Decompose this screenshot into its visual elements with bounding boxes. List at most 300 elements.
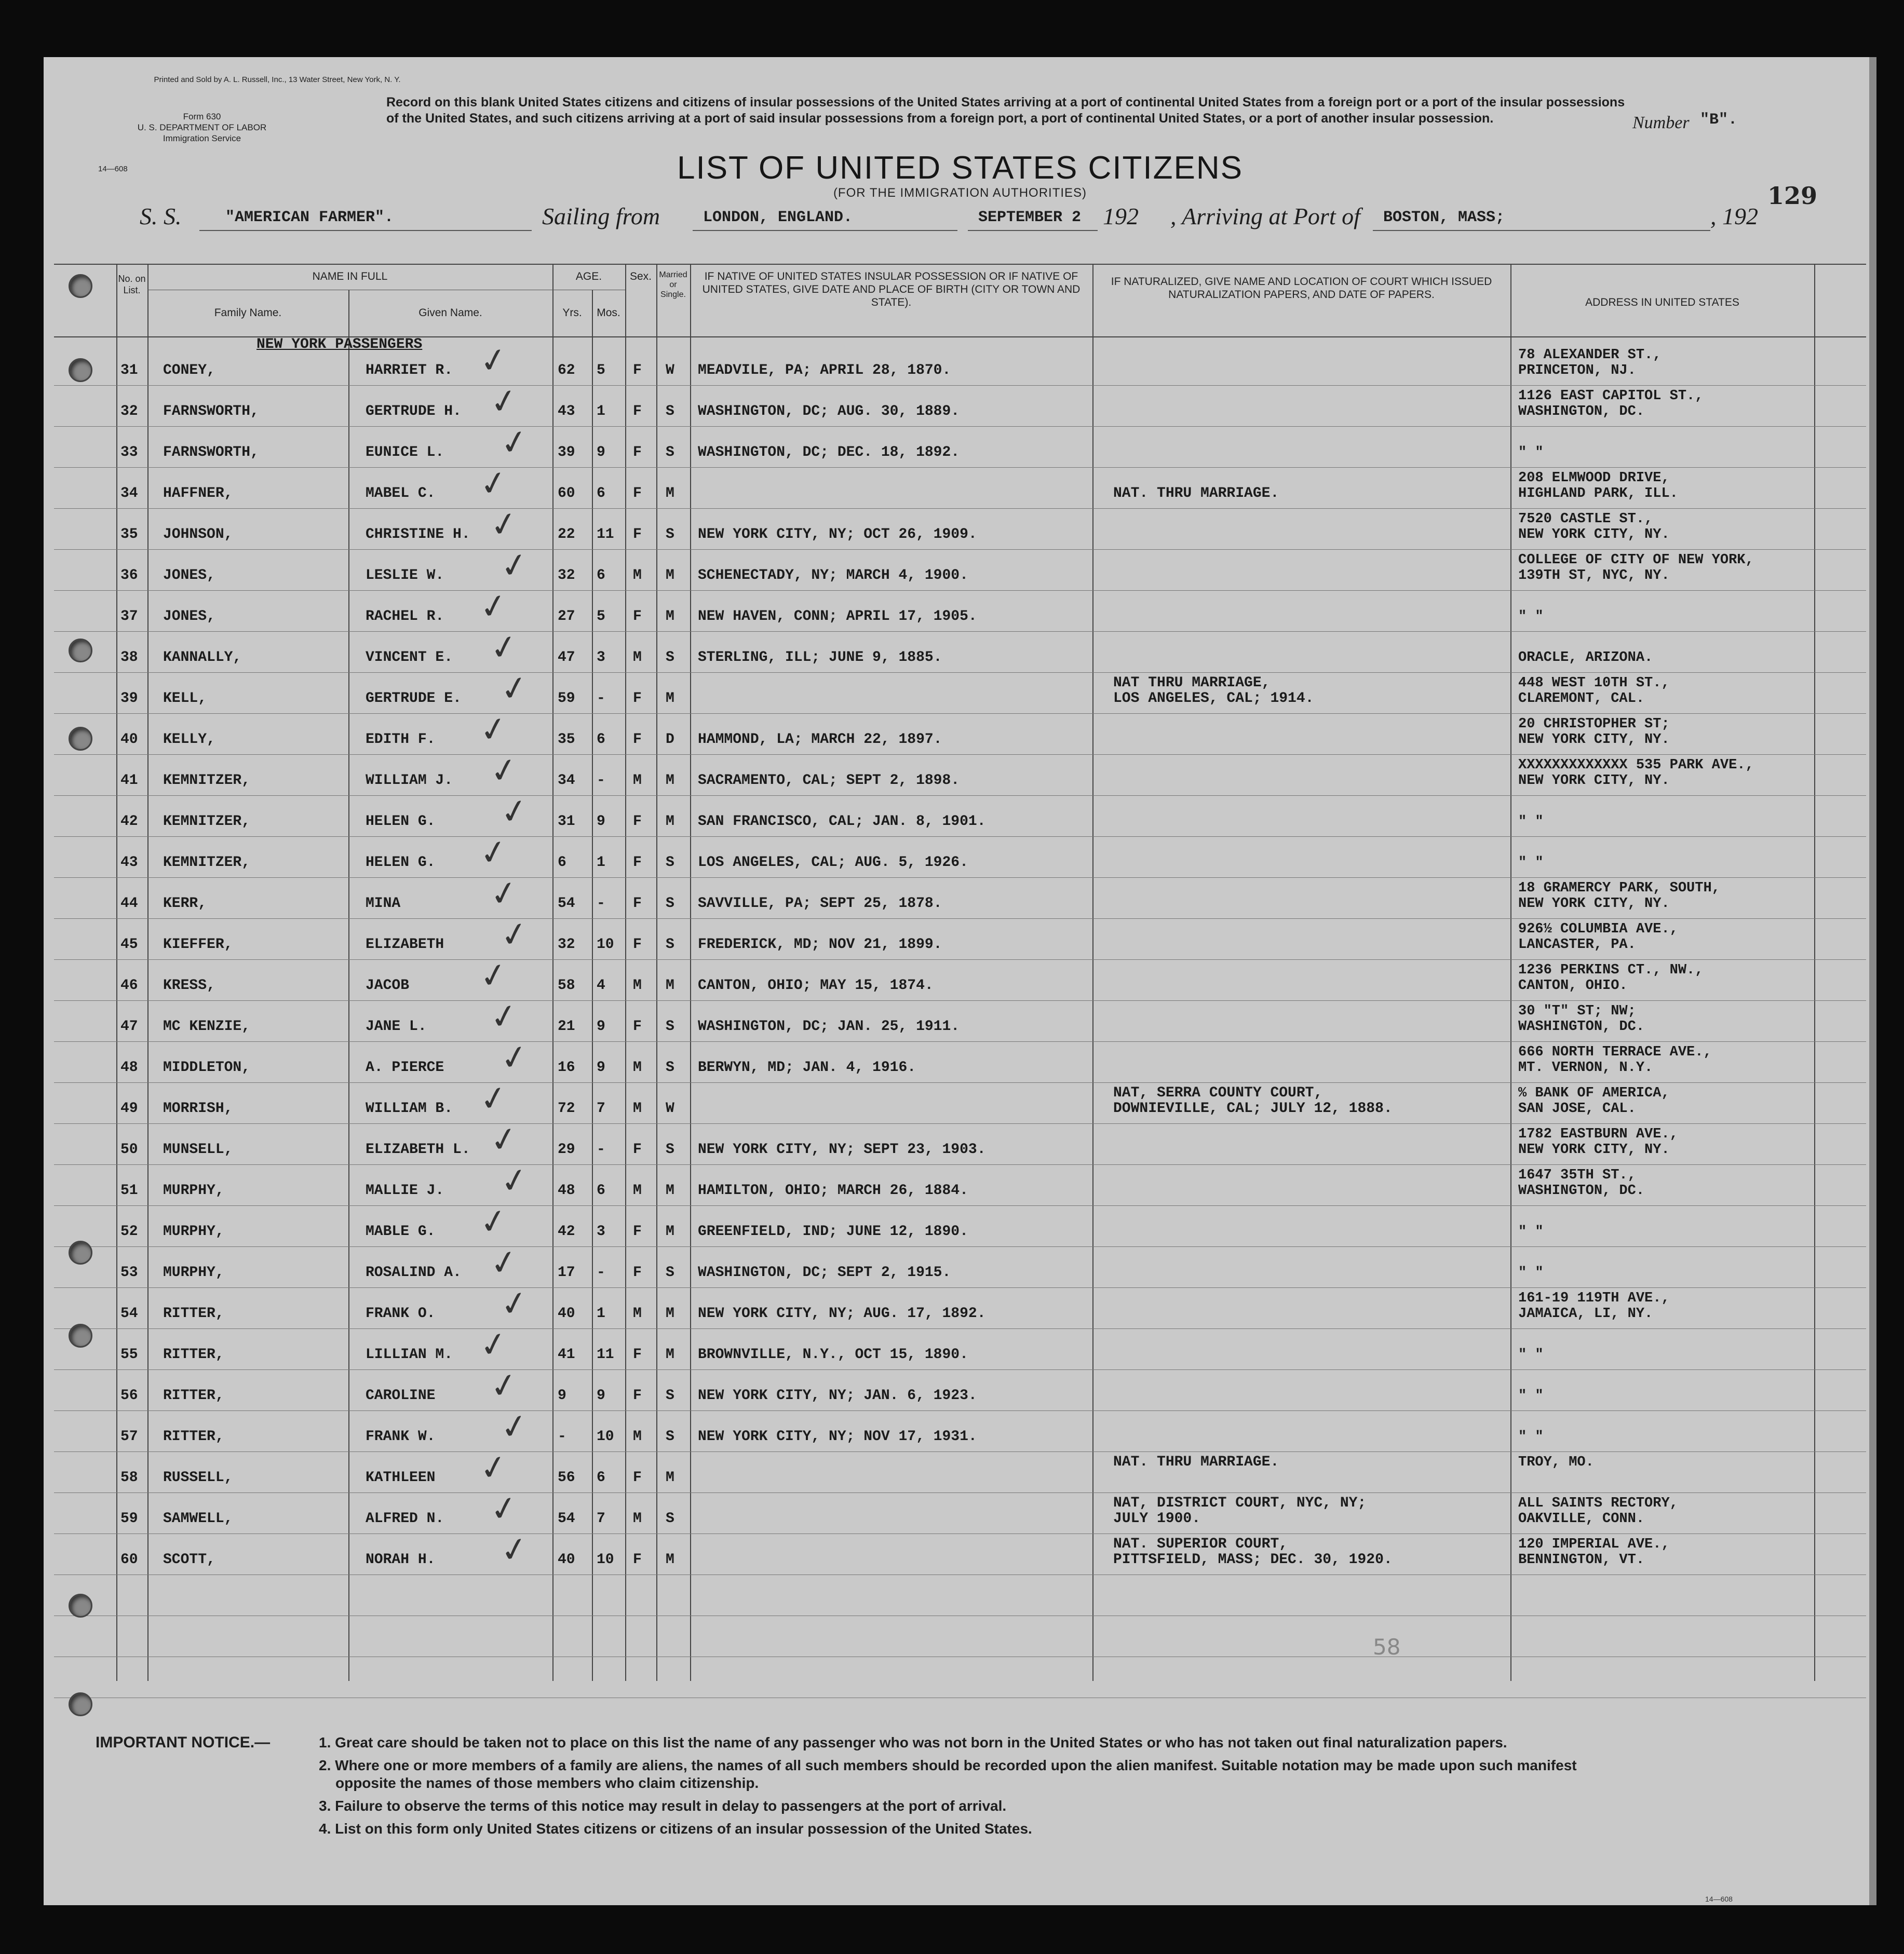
ship-line: [199, 230, 532, 231]
address-line: 20 CHRISTOPHER ST;: [1518, 716, 1670, 732]
given-name: ALFRED N.: [366, 1511, 444, 1527]
age-years: 32: [558, 567, 575, 584]
number-value: "B".: [1700, 111, 1738, 129]
check-mark: ✓: [497, 1282, 532, 1326]
family-name: MURPHY,: [163, 1183, 224, 1199]
printer-line: Printed and Sold by A. L. Russell, Inc., 13 Water Street, New York, N. Y.: [154, 75, 401, 84]
row-rule: [54, 1369, 1866, 1370]
year-2: , 192: [1710, 203, 1758, 229]
check-mark: ✓: [497, 421, 532, 465]
marital-status: S: [666, 444, 674, 460]
marital-status: M: [666, 1470, 674, 1486]
age-years: -: [558, 1429, 566, 1445]
marital-status: S: [666, 854, 674, 871]
col-header-age: AGE.: [575, 270, 602, 282]
marital-status: W: [666, 362, 674, 378]
age-years: 16: [558, 1060, 575, 1076]
check-mark: ✓: [476, 1323, 511, 1367]
sex: F: [633, 813, 642, 830]
age-months: 10: [597, 1429, 614, 1445]
family-name: KELL,: [163, 690, 207, 707]
marital-status: S: [666, 649, 674, 666]
birth-place-date: WASHINGTON, DC; AUG. 30, 1889.: [698, 403, 960, 419]
check-mark: ✓: [487, 1241, 521, 1285]
row-rule: [54, 795, 1866, 796]
age-years: 27: [558, 608, 575, 625]
birth-place-date: SAVVILLE, PA; SEPT 25, 1878.: [698, 895, 942, 912]
row-number: 41: [120, 772, 138, 789]
marital-status: W: [666, 1101, 674, 1117]
naturalization-line: NAT THRU MARRIAGE,: [1113, 675, 1271, 691]
sex: M: [633, 1429, 642, 1445]
row-rule: [54, 426, 1866, 427]
address-line: WASHINGTON, DC.: [1518, 1019, 1645, 1035]
family-name: FARNSWORTH,: [163, 403, 259, 419]
col-header-yrs: Yrs.: [562, 307, 582, 319]
col-divider: [592, 290, 593, 1681]
page-title: LIST OF UNITED STATES CITIZENS: [677, 150, 1243, 186]
birth-place-date: NEW YORK CITY, NY; AUG. 17, 1892.: [698, 1306, 986, 1322]
given-name: MABEL C.: [366, 485, 436, 501]
family-name: KEMNITZER,: [163, 813, 251, 830]
check-mark: ✓: [497, 667, 532, 711]
ship-name: "AMERICAN FARMER".: [225, 209, 394, 226]
birth-place-date: NEW HAVEN, CONN; APRIL 17, 1905.: [698, 608, 977, 625]
age-months: 6: [597, 567, 605, 584]
check-mark: ✓: [497, 913, 532, 957]
family-name: SCOTT,: [163, 1552, 215, 1568]
ss-label: S. S.: [140, 203, 182, 229]
family-name: FARNSWORTH,: [163, 444, 259, 460]
sex: M: [633, 772, 642, 789]
sex: M: [633, 1306, 642, 1322]
address-line: " ": [1518, 1265, 1544, 1281]
birth-place-date: CANTON, OHIO; MAY 15, 1874.: [698, 978, 934, 994]
given-name: GERTRUDE H.: [366, 403, 462, 419]
notice-item: opposite the names of those members who claim citizenship.: [335, 1775, 759, 1791]
naturalization-line: LOS ANGELES, CAL; 1914.: [1113, 690, 1314, 707]
row-number: 37: [120, 608, 138, 625]
age-months: 11: [597, 1347, 614, 1363]
birth-place-date: SCHENECTADY, NY; MARCH 4, 1900.: [698, 567, 968, 584]
address-line: 18 GRAMERCY PARK, SOUTH,: [1518, 880, 1720, 896]
col-divider: [1510, 264, 1511, 1681]
sailing-label: Sailing from: [542, 203, 660, 229]
family-name: MUNSELL,: [163, 1142, 233, 1158]
given-name: JANE L.: [366, 1019, 427, 1035]
age-months: 1: [597, 1306, 605, 1322]
family-name: KRESS,: [163, 978, 215, 994]
marital-status: S: [666, 1388, 674, 1404]
age-months: 7: [597, 1511, 605, 1527]
given-name: ELIZABETH L.: [366, 1142, 470, 1158]
col-divider: [116, 264, 117, 1681]
address-line: " ": [1518, 1429, 1544, 1445]
given-name: ELIZABETH: [366, 937, 444, 953]
given-name: NORAH H.: [366, 1552, 436, 1568]
sex: M: [633, 1511, 642, 1527]
age-years: 41: [558, 1347, 575, 1363]
row-rule: [54, 959, 1866, 960]
check-mark: ✓: [476, 954, 511, 998]
row-number: 34: [120, 485, 138, 501]
age-months: 9: [597, 444, 605, 460]
birth-place-date: BROWNVILLE, N.Y., OCT 15, 1890.: [698, 1347, 968, 1363]
naturalization-line: NAT. SUPERIOR COURT,: [1113, 1536, 1288, 1552]
sex: F: [633, 403, 642, 419]
naturalization-line: NAT. THRU MARRIAGE.: [1113, 485, 1279, 501]
family-name: RITTER,: [163, 1388, 224, 1404]
col-divider: [690, 264, 691, 1681]
birth-place-date: GREENFIELD, IND; JUNE 12, 1890.: [698, 1224, 968, 1240]
age-months: 1: [597, 403, 605, 419]
row-number: 60: [120, 1552, 138, 1568]
address-line: " ": [1518, 445, 1544, 460]
row-number: 52: [120, 1224, 138, 1240]
given-name: WILLIAM B.: [366, 1101, 453, 1117]
sex: F: [633, 1142, 642, 1158]
family-name: MURPHY,: [163, 1265, 224, 1281]
col-header-sex: Sex.: [629, 270, 652, 282]
row-rule: [54, 385, 1866, 386]
birth-place-date: HAMMOND, LA; MARCH 22, 1897.: [698, 731, 942, 748]
check-mark: ✓: [497, 1528, 532, 1572]
address-line: 139TH ST, NYC, NY.: [1518, 568, 1670, 584]
given-name: VINCENT E.: [366, 649, 453, 666]
address-line: OAKVILLE, CONN.: [1518, 1511, 1645, 1527]
age-years: 17: [558, 1265, 575, 1281]
row-number: 33: [120, 444, 138, 460]
row-rule: [54, 1123, 1866, 1124]
row-number: 45: [120, 937, 138, 953]
naturalization-line: PITTSFIELD, MASS; DEC. 30, 1920.: [1113, 1552, 1393, 1568]
check-mark: ✓: [476, 1077, 511, 1121]
marital-status: M: [666, 1183, 674, 1199]
naturalization-line: NAT, DISTRICT COURT, NYC, NY;: [1113, 1495, 1367, 1511]
arriving-port: BOSTON, MASS;: [1383, 209, 1505, 226]
check-mark: ✓: [487, 626, 521, 670]
age-years: 22: [558, 526, 575, 542]
family-name: MORRISH,: [163, 1101, 233, 1117]
sex: F: [633, 731, 642, 748]
age-years: 47: [558, 649, 575, 666]
address-line: 1647 35TH ST.,: [1518, 1168, 1636, 1183]
row-number: 32: [120, 403, 138, 419]
address-line: PRINCETON, NJ.: [1518, 363, 1636, 378]
row-number: 49: [120, 1101, 138, 1117]
passenger-table: [54, 264, 1866, 1681]
family-name: KIEFFER,: [163, 937, 233, 953]
row-rule: [54, 590, 1866, 591]
row-rule: [54, 1205, 1866, 1206]
check-mark: ✓: [487, 1487, 521, 1531]
row-rule: [54, 754, 1866, 755]
birth-place-date: SACRAMENTO, CAL; SEPT 2, 1898.: [698, 772, 960, 789]
age-years: 72: [558, 1101, 575, 1117]
check-mark: ✓: [487, 995, 521, 1039]
arriving-label: , Arriving at Port of: [1170, 203, 1360, 229]
age-months: 7: [597, 1101, 605, 1117]
age-months: 9: [597, 1060, 605, 1076]
marital-status: S: [666, 1060, 674, 1076]
address-line: 78 ALEXANDER ST.,: [1518, 347, 1662, 363]
row-rule: [54, 1164, 1866, 1165]
address-line: NEW YORK CITY, NY.: [1518, 732, 1670, 748]
age-months: -: [597, 772, 605, 789]
binder-hole: [69, 1324, 92, 1348]
col-header-birth: IF NATIVE OF UNITED STATES INSULAR POSSESSION OR IF NATIVE OF UNITED STATES, GIVE DATE AND PLACE OF BIRTH (CITY OR TOWN AND STATE).: [702, 270, 1081, 308]
sex: M: [633, 567, 642, 584]
row-number: 51: [120, 1183, 138, 1199]
check-mark: ✓: [487, 1364, 521, 1408]
address-line: NEW YORK CITY, NY.: [1518, 773, 1670, 789]
pencil-note: 58: [1373, 1634, 1401, 1660]
age-years: 54: [558, 1511, 575, 1527]
age-months: 6: [597, 1470, 605, 1486]
address-line: ALL SAINTS RECTORY,: [1518, 1496, 1678, 1511]
check-mark: ✓: [497, 1036, 532, 1080]
port-line: [1373, 230, 1710, 231]
age-months: 4: [597, 978, 605, 994]
check-mark: ✓: [487, 872, 521, 916]
family-name: KEMNITZER,: [163, 772, 251, 789]
address-line: " ": [1518, 1347, 1544, 1363]
marital-status: M: [666, 567, 674, 584]
given-name: RACHEL R.: [366, 608, 444, 625]
binder-hole: [69, 639, 92, 662]
row-rule: [54, 1287, 1866, 1288]
sex: M: [633, 978, 642, 994]
row-rule: [54, 1000, 1866, 1001]
col-divider: [625, 264, 626, 1681]
marital-status: M: [666, 1552, 674, 1568]
marital-status: S: [666, 1429, 674, 1445]
address-line: " ": [1518, 855, 1544, 871]
age-months: 3: [597, 649, 605, 666]
row-rule: [54, 1451, 1866, 1452]
address-line: ORACLE, ARIZONA.: [1518, 650, 1653, 666]
row-rule: [54, 549, 1866, 550]
address-line: NEW YORK CITY, NY.: [1518, 896, 1670, 912]
birth-place-date: FREDERICK, MD; NOV 21, 1899.: [698, 937, 942, 953]
birth-place-date: SAN FRANCISCO, CAL; JAN. 8, 1901.: [698, 813, 986, 830]
sex: F: [633, 444, 642, 460]
check-mark: ✓: [476, 708, 511, 752]
family-name: RITTER,: [163, 1429, 224, 1445]
age-years: 40: [558, 1552, 575, 1568]
row-number: 35: [120, 526, 138, 542]
row-number: 57: [120, 1429, 138, 1445]
birth-place-date: NEW YORK CITY, NY; OCT 26, 1909.: [698, 526, 977, 542]
col-divider: [348, 290, 349, 1681]
row-number: 38: [120, 649, 138, 666]
notice-label: IMPORTANT NOTICE.—: [96, 1734, 271, 1751]
family-name: HAFFNER,: [163, 485, 233, 501]
check-mark: ✓: [476, 1446, 511, 1490]
given-name: KATHLEEN: [366, 1470, 436, 1486]
row-number: 55: [120, 1347, 138, 1363]
address-line: TROY, MO.: [1518, 1455, 1594, 1470]
check-mark: ✓: [487, 749, 521, 793]
form-line: Form 630: [183, 112, 221, 121]
row-number: 31: [120, 362, 138, 378]
row-rule: [54, 631, 1866, 632]
sex: F: [633, 895, 642, 912]
family-name: CONEY,: [163, 362, 215, 378]
birth-place-date: WASHINGTON, DC; JAN. 25, 1911.: [698, 1019, 960, 1035]
given-name: HELEN G.: [366, 813, 436, 830]
check-mark: ✓: [497, 1159, 532, 1203]
marital-status: S: [666, 1265, 674, 1281]
col-header-name: NAME IN FULL: [312, 270, 388, 282]
birth-place-date: NEW YORK CITY, NY; JAN. 6, 1923.: [698, 1388, 977, 1404]
family-name: JONES,: [163, 608, 215, 625]
given-name: ROSALIND A.: [366, 1265, 462, 1281]
age-years: 60: [558, 485, 575, 501]
birth-place-date: WASHINGTON, DC; DEC. 18, 1892.: [698, 444, 960, 460]
sex: M: [633, 649, 642, 666]
marital-status: M: [666, 1306, 674, 1322]
family-name: KERR,: [163, 895, 207, 912]
col-header-married: Married or Single.: [659, 270, 687, 299]
marital-status: M: [666, 690, 674, 707]
check-mark: ✓: [487, 380, 521, 424]
address-line: 1126 EAST CAPITOL ST.,: [1518, 388, 1704, 404]
marital-status: M: [666, 485, 674, 501]
age-years: 39: [558, 444, 575, 460]
given-name: LESLIE W.: [366, 567, 444, 584]
sex: F: [633, 526, 642, 542]
sex: F: [633, 1552, 642, 1568]
row-number: 59: [120, 1511, 138, 1527]
col-divider: [552, 264, 553, 1681]
family-name: MURPHY,: [163, 1224, 224, 1240]
family-name: MC KENZIE,: [163, 1019, 251, 1035]
row-rule: [54, 836, 1866, 837]
age-months: 5: [597, 608, 605, 625]
col-header-family: Family Name.: [214, 307, 282, 319]
row-number: 54: [120, 1306, 138, 1322]
notice-item: 4. List on this form only United States citizens or citizens of an insular possession of the United States.: [319, 1821, 1032, 1837]
age-months: 9: [597, 1019, 605, 1035]
row-rule: [54, 467, 1866, 468]
row-number: 48: [120, 1060, 138, 1076]
col-header-mos: Mos.: [597, 307, 620, 319]
sex: F: [633, 1265, 642, 1281]
age-months: 10: [597, 937, 614, 953]
table-top-border: [54, 264, 1866, 265]
given-name: JACOB: [366, 978, 410, 994]
sex: F: [633, 1388, 642, 1404]
check-mark: ✓: [476, 339, 511, 383]
binder-hole: [69, 274, 92, 298]
given-name: LILLIAN M.: [366, 1347, 453, 1363]
form-block: [80, 111, 324, 144]
age-months: 1: [597, 854, 605, 871]
naturalization-line: NAT. THRU MARRIAGE.: [1113, 1454, 1279, 1470]
family-name: RITTER,: [163, 1347, 224, 1363]
col-header-address: ADDRESS IN UNITED STATES: [1585, 296, 1739, 308]
address-line: COLLEGE OF CITY OF NEW YORK,: [1518, 552, 1754, 568]
address-line: 161-19 119TH AVE.,: [1518, 1291, 1670, 1306]
age-months: 6: [597, 485, 605, 501]
age-months: 5: [597, 362, 605, 378]
age-months: 6: [597, 1183, 605, 1199]
row-number: 44: [120, 895, 138, 912]
address-line: 120 IMPERIAL AVE.,: [1518, 1537, 1670, 1552]
check-mark: ✓: [476, 1200, 511, 1244]
given-name: CAROLINE: [366, 1388, 436, 1404]
address-line: 1782 EASTBURN AVE.,: [1518, 1127, 1678, 1142]
birth-place-date: LOS ANGELES, CAL; AUG. 5, 1926.: [698, 854, 968, 871]
naturalization-line: JULY 1900.: [1113, 1511, 1201, 1527]
family-name: JONES,: [163, 567, 215, 584]
address-line: 30 "T" ST; NW;: [1518, 1003, 1636, 1019]
marital-status: M: [666, 1347, 674, 1363]
address-line: " ": [1518, 1388, 1544, 1404]
given-name: HELEN G.: [366, 854, 436, 871]
page-edge: [1869, 57, 1876, 1905]
address-line: 666 NORTH TERRACE AVE.,: [1518, 1044, 1712, 1060]
marital-status: S: [666, 1019, 674, 1035]
family-name: RITTER,: [163, 1306, 224, 1322]
address-line: NEW YORK CITY, NY.: [1518, 527, 1670, 542]
row-number: 47: [120, 1019, 138, 1035]
address-line: CLAREMONT, CAL.: [1518, 691, 1645, 707]
age-years: 29: [558, 1142, 575, 1158]
marital-status: S: [666, 1142, 674, 1158]
naturalization-line: NAT, SERRA COUNTY COURT,: [1113, 1085, 1323, 1101]
check-mark: ✓: [476, 831, 511, 875]
sex: M: [633, 1060, 642, 1076]
marital-status: S: [666, 1511, 674, 1527]
row-rule: [54, 1410, 1866, 1411]
col-header-no: No. on List.: [118, 274, 146, 295]
col-divider: [656, 264, 657, 1681]
row-number: 36: [120, 567, 138, 584]
address-line: CANTON, OHIO.: [1518, 978, 1628, 994]
address-line: 448 WEST 10TH ST.,: [1518, 675, 1670, 691]
binder-hole: [69, 1594, 92, 1618]
age-years: 31: [558, 813, 575, 830]
age-years: 56: [558, 1470, 575, 1486]
form-line: U. S. DEPARTMENT OF LABOR: [137, 123, 267, 132]
age-months: -: [597, 690, 605, 707]
notice-item: 3. Failure to observe the terms of this notice may result in delay to passengers at the port of arrival.: [319, 1798, 1007, 1814]
marital-status: M: [666, 978, 674, 994]
form-code: 14—608: [98, 165, 128, 173]
address-line: " ": [1518, 1224, 1544, 1240]
row-rule: [54, 1492, 1866, 1493]
address-line: LANCASTER, PA.: [1518, 937, 1636, 953]
address-line: NEW YORK CITY, NY.: [1518, 1142, 1670, 1158]
row-number: 50: [120, 1142, 138, 1158]
sex: F: [633, 937, 642, 953]
sailing-line: [693, 230, 957, 231]
sex: F: [633, 608, 642, 625]
sex: F: [633, 690, 642, 707]
family-name: KELLY,: [163, 731, 215, 748]
age-years: 40: [558, 1306, 575, 1322]
family-name: KANNALLY,: [163, 649, 242, 666]
address-line: " ": [1518, 814, 1544, 830]
birth-place-date: NEW YORK CITY, NY; SEPT 23, 1903.: [698, 1142, 986, 1158]
number-label: Number: [1632, 113, 1690, 132]
sex: F: [633, 1347, 642, 1363]
row-rule: [54, 713, 1866, 714]
age-months: 9: [597, 1388, 605, 1404]
row-rule: [54, 672, 1866, 673]
